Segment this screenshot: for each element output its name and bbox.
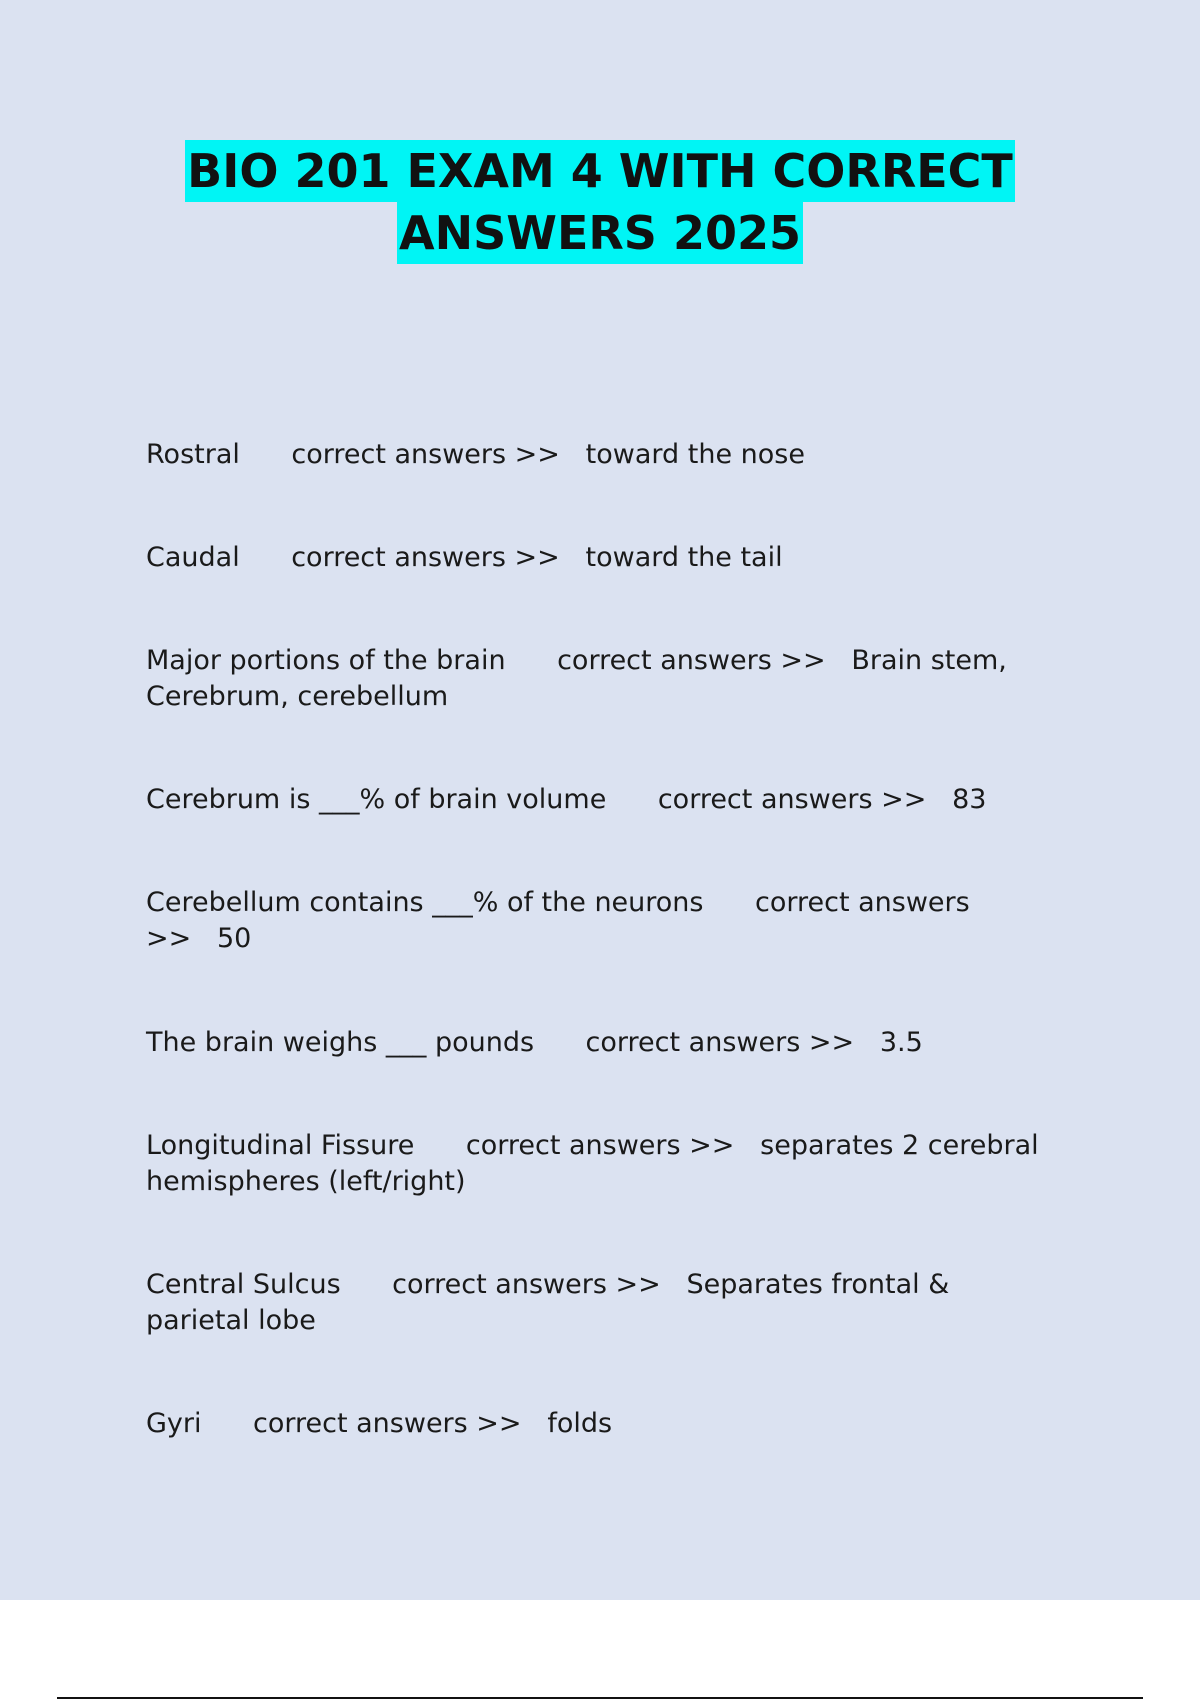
qa-question: Longitudinal Fissure (146, 1130, 415, 1161)
qa-item (146, 782, 1066, 818)
qa-question: The brain weighs ___ pounds (146, 1027, 535, 1058)
qa-item (146, 1267, 1026, 1339)
qa-item (146, 885, 1076, 957)
qa-question: Cerebellum contains ___% of the neurons (146, 887, 704, 918)
qa-question: Central Sulcus (146, 1269, 341, 1300)
qa-separator: correct answers >> (657, 784, 927, 815)
qa-item (146, 437, 1046, 473)
qa-item (146, 1406, 1046, 1442)
footer-rule (57, 1697, 1143, 1699)
qa-separator: correct answers >> (392, 1269, 661, 1300)
qa-answer: 83 (952, 784, 987, 815)
qa-answer: Separates frontal & parietal lobe (146, 1269, 958, 1336)
qa-item (146, 1025, 1066, 1061)
qa-answer: separates 2 cerebral hemispheres (left/right) (146, 1130, 1048, 1197)
qa-answer: 3.5 (879, 1027, 923, 1058)
qa-answer: toward the tail (585, 542, 783, 573)
title-line-1: BIO 201 EXAM 4 WITH CORRECT (185, 140, 1015, 202)
qa-separator: correct answers >> (465, 1130, 735, 1161)
qa-item (146, 1128, 1086, 1200)
qa-separator: correct answers >> (291, 542, 560, 573)
qa-answer: Brain stem, Cerebrum, cerebellum (146, 645, 1016, 712)
title-line-2: ANSWERS 2025 (397, 202, 803, 264)
qa-separator: correct answers >> (557, 645, 826, 676)
qa-separator: correct answers >> (253, 1408, 522, 1439)
qa-question: Rostral (146, 439, 240, 470)
qa-answer: 50 (217, 923, 252, 954)
qa-answer: folds (547, 1408, 613, 1439)
qa-item (146, 540, 1046, 576)
qa-answer: toward the nose (585, 439, 805, 470)
document-title (0, 140, 1200, 264)
qa-item (146, 643, 1066, 715)
qa-question: Caudal (146, 542, 240, 573)
qa-question: Gyri (146, 1408, 202, 1439)
qa-separator: correct answers >> (291, 439, 560, 470)
qa-question: Major portions of the brain (146, 645, 506, 676)
qa-question: Cerebrum is ___% of brain volume (146, 784, 607, 815)
qa-separator: correct answers >> (146, 887, 979, 954)
qa-separator: correct answers >> (585, 1027, 855, 1058)
